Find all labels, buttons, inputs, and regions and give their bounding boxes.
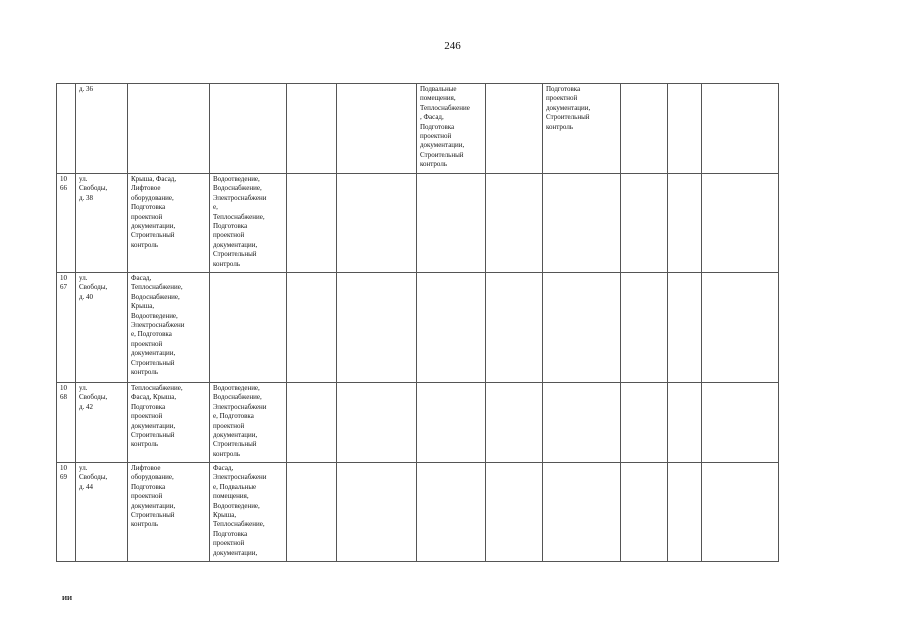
row-number-cell: 10 66 bbox=[57, 174, 76, 273]
works-cell bbox=[417, 273, 486, 383]
page-number: 246 bbox=[444, 40, 461, 52]
empty-cell bbox=[621, 463, 668, 562]
row-number-cell bbox=[57, 84, 76, 174]
empty-cell bbox=[486, 383, 543, 463]
empty-cell bbox=[702, 174, 779, 273]
works-cell bbox=[210, 273, 287, 383]
empty-cell bbox=[668, 84, 702, 174]
table-row bbox=[57, 383, 779, 463]
works-cell bbox=[543, 174, 621, 273]
works-cell: Лифтовое оборудование, Подготовка проектной документации, Строительный контроль bbox=[128, 463, 210, 562]
works-cell: Подготовка проектной документации, Строительный контроль bbox=[543, 84, 621, 174]
works-cell bbox=[417, 463, 486, 562]
works-cell: Фасад, Электроснабжени е, Подвальные помещения, Водоотведение, Крыша, Теплоснабжение, Подготовка проектной документации, bbox=[210, 463, 287, 562]
works-cell: Водоотведение, Водоснабжение, Электроснабжени е, Теплоснабжение, Подготовка проектной документации, Строительный контроль bbox=[210, 174, 287, 273]
empty-cell bbox=[621, 383, 668, 463]
empty-cell bbox=[287, 174, 337, 273]
empty-cell bbox=[668, 174, 702, 273]
address-cell: д. 36 bbox=[76, 84, 128, 174]
empty-cell bbox=[486, 84, 543, 174]
empty-cell bbox=[486, 174, 543, 273]
works-cell bbox=[543, 383, 621, 463]
address-cell: ул. Свободы, д. 42 bbox=[76, 383, 128, 463]
row-number-cell: 10 67 bbox=[57, 273, 76, 383]
works-cell bbox=[543, 463, 621, 562]
empty-cell bbox=[287, 383, 337, 463]
housing-works-table bbox=[56, 83, 779, 562]
row-number-cell: 10 69 bbox=[57, 463, 76, 562]
table-row bbox=[57, 84, 779, 174]
empty-cell bbox=[668, 273, 702, 383]
empty-cell bbox=[621, 273, 668, 383]
empty-cell bbox=[337, 383, 417, 463]
empty-cell bbox=[337, 273, 417, 383]
address-cell: ул. Свободы, д. 44 bbox=[76, 463, 128, 562]
table-row bbox=[57, 463, 779, 562]
works-cell: Подвальные помещения, Теплоснабжение , Фасад, Подготовка проектной документации, Строительный контроль bbox=[417, 84, 486, 174]
table-row bbox=[57, 174, 779, 273]
works-cell bbox=[417, 174, 486, 273]
works-cell: Водоотведение, Водоснабжение, Электроснабжени е, Подготовка проектной документации, Строительный контроль bbox=[210, 383, 287, 463]
works-cell: Крыша, Фасад, Лифтовое оборудование, Подготовка проектной документации, Строительный контроль bbox=[128, 174, 210, 273]
empty-cell bbox=[287, 273, 337, 383]
works-cell: Теплоснабжение, Фасад, Крыша, Подготовка проектной документации, Строительный контроль bbox=[128, 383, 210, 463]
empty-cell bbox=[287, 463, 337, 562]
empty-cell bbox=[621, 84, 668, 174]
empty-cell bbox=[668, 463, 702, 562]
works-cell bbox=[417, 383, 486, 463]
empty-cell bbox=[621, 174, 668, 273]
address-cell: ул. Свободы, д. 38 bbox=[76, 174, 128, 273]
works-cell: Фасад, Теплоснабжение, Водоснабжение, Крыша, Водоотведение, Электроснабжени е, Подготовка проектной документации, Строительный контроль bbox=[128, 273, 210, 383]
works-cell bbox=[128, 84, 210, 174]
empty-cell bbox=[702, 463, 779, 562]
empty-cell bbox=[337, 84, 417, 174]
row-number-cell: 10 68 bbox=[57, 383, 76, 463]
empty-cell bbox=[287, 84, 337, 174]
works-cell bbox=[210, 84, 287, 174]
empty-cell bbox=[668, 383, 702, 463]
footer-mark: ИИ bbox=[62, 595, 73, 602]
empty-cell bbox=[337, 463, 417, 562]
empty-cell bbox=[486, 273, 543, 383]
empty-cell bbox=[702, 383, 779, 463]
works-cell bbox=[543, 273, 621, 383]
empty-cell bbox=[486, 463, 543, 562]
empty-cell bbox=[702, 84, 779, 174]
empty-cell bbox=[337, 174, 417, 273]
empty-cell bbox=[702, 273, 779, 383]
table-row bbox=[57, 273, 779, 383]
address-cell: ул. Свободы, д. 40 bbox=[76, 273, 128, 383]
